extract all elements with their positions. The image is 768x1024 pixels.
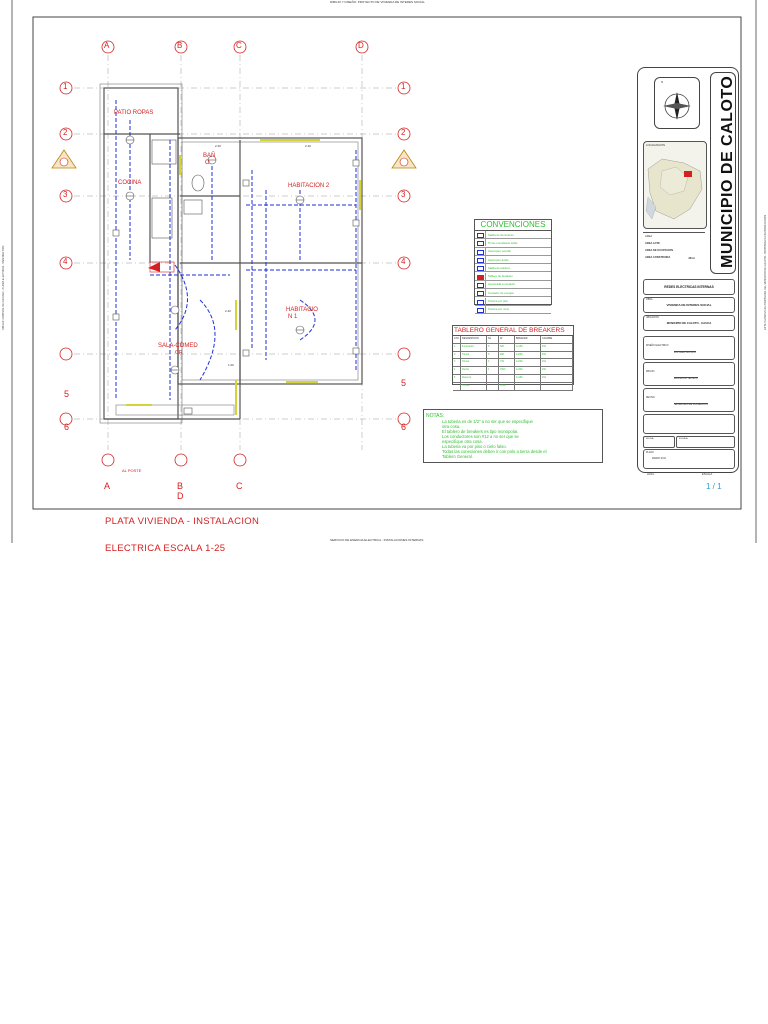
tablero-cell <box>487 375 499 382</box>
title-block <box>637 67 739 473</box>
tablero-row <box>453 344 573 352</box>
tablero-cell: 5 <box>453 375 461 382</box>
compass-icon <box>655 78 699 128</box>
revision-box <box>643 388 735 412</box>
tablero-header-cell: CTO <box>453 336 461 343</box>
tablero-cell <box>541 383 573 390</box>
convencion-symbol-icon <box>475 306 486 313</box>
room-label-bano: BAÑ <box>203 153 216 159</box>
row-label-6-right: 6 <box>401 422 407 432</box>
row-label-3-left: 3 <box>63 190 68 199</box>
row-label-3-right: 3 <box>401 190 406 199</box>
top-caption: DIBUJO Y DISEÑO: PROYECTO DE VIVIENDA DE INTERES SOCIAL <box>330 0 425 4</box>
tablero-cell: 1x15A <box>515 375 541 382</box>
convencion-symbol-icon <box>475 298 486 305</box>
convencion-row <box>475 264 551 272</box>
tablero-header-cell: No <box>487 336 499 343</box>
tablero-cell: 1x30A <box>515 367 541 374</box>
tablero-cell: #10 <box>541 367 573 374</box>
tablero-header-cell: DESCRIPCION <box>461 336 487 343</box>
area-lote-label: AREA LOTE <box>645 242 660 245</box>
axis-label-a-bottom: A <box>104 481 111 491</box>
tablero-cell: 720 <box>499 359 515 366</box>
room-label-bano-2: O <box>205 160 210 166</box>
fecha-value: MARZO 2011 <box>652 458 666 460</box>
bottom-caption: SERVICIO DE ENERGIA ELECTRICA - INSTALACIONES INTERNAS <box>330 538 424 542</box>
obra-box <box>643 297 735 313</box>
svg-text:2.40: 2.40 <box>305 144 311 148</box>
tablero-cell: TOTAL <box>461 383 487 390</box>
hoja-label: HOJA <box>647 473 654 476</box>
area-section <box>643 232 705 275</box>
tablero-cell <box>453 383 461 390</box>
tablero-cell <box>515 383 541 390</box>
convencion-label: Tablero de breakers <box>488 274 513 279</box>
row-label-1-right: 1 <box>401 82 406 91</box>
room-label-sala-2: OR <box>175 350 183 356</box>
localizacion-label: LOCALIZACION <box>646 144 666 147</box>
tablero-cell: #12 <box>541 359 573 366</box>
convencion-row <box>475 256 551 264</box>
tablero-cell: Iluminacion <box>461 344 487 351</box>
stove-fixture <box>152 198 172 238</box>
convencion-symbol-icon <box>475 273 486 280</box>
tablero-table <box>452 325 574 385</box>
tablero-header-cell: W <box>499 336 515 343</box>
convencion-row <box>475 297 551 305</box>
convencion-label: Salida de iluminacion <box>488 232 515 237</box>
convenciones-legend <box>474 219 552 312</box>
tablero-cell: Ducha <box>461 367 487 374</box>
room-label-cocina: COCINA <box>118 180 142 186</box>
sink-fixture <box>152 140 176 164</box>
ubicacion-name: MUNICIPIO DE CALOTO - CAUCA <box>666 321 712 325</box>
axis-label-b-top: B <box>177 41 183 50</box>
axis-label-d-bottom: D <box>177 491 184 501</box>
escala-bottom-label: ESCALA <box>702 473 713 476</box>
convencion-row <box>475 231 551 239</box>
tablero-cell: 1x20A <box>515 352 541 359</box>
area-label: AREA <box>645 235 653 238</box>
plano-label: PLANO <box>646 452 654 454</box>
convencion-symbol-icon <box>475 239 486 246</box>
tablero-row <box>453 375 573 383</box>
row-label-4-right: 4 <box>401 257 406 266</box>
tablero-cell: 4 <box>487 359 499 366</box>
row-label-2-right: 2 <box>401 128 406 137</box>
diseno-label: DISEÑO ELECTRICO <box>646 345 669 347</box>
fecha-box <box>643 436 675 448</box>
revision-value: SECRETARIA DE PLANEACION <box>674 404 708 406</box>
right-margin-note: ESTE PLANO ES DE PROPIEDAD DEL MUNICIPIO DE CALOTO - PROHIBIDA SU REPRODUCCION <box>764 214 767 330</box>
toilet-fixture <box>192 175 204 191</box>
fecha-label: FECHA <box>646 438 654 440</box>
convencion-label: Acometida a contador <box>488 282 516 287</box>
region-map <box>644 149 706 229</box>
escala-box <box>676 436 735 448</box>
tablero-cell: 600 <box>499 344 515 351</box>
tablero-cell: 1 <box>453 344 461 351</box>
room-label-patio: PATIO ROPAS <box>114 110 154 116</box>
tablero-cell: 4 <box>453 367 461 374</box>
plano-box <box>643 449 735 469</box>
svg-text:2.30: 2.30 <box>215 144 221 148</box>
convencion-symbol-icon <box>475 281 486 288</box>
tablero-row <box>453 359 573 367</box>
section-marker-right <box>392 150 416 168</box>
convencion-symbol-icon <box>475 264 486 271</box>
al-poste-label: AL POSTE <box>122 468 142 473</box>
location-map-box <box>643 141 707 229</box>
tablero-cell: Tomas <box>461 352 487 359</box>
convenciones-title: CONVENCIONES <box>475 220 551 231</box>
tablero-cell: Tomas <box>461 359 487 366</box>
row-label-5-left: 5 <box>64 389 70 399</box>
tablero-row <box>453 367 573 375</box>
ubicacion-label: UBICACION <box>646 317 659 319</box>
proyecto-name: REDES ELECTRICAS INTERNAS <box>664 285 714 289</box>
axis-label-c-top: C <box>236 41 242 50</box>
notas-title: NOTAS: <box>426 413 445 419</box>
nota-line: La tuberia es de 1/2" a no ser que se especifique <box>442 419 533 424</box>
nota-line: especifique otra cosa. <box>442 439 483 444</box>
ubicacion-box <box>643 315 735 331</box>
plate-title-line1: PLATA VIVIENDA - INSTALACION <box>105 516 260 527</box>
convencion-row <box>475 306 551 314</box>
tablero-cell: 900 <box>499 352 515 359</box>
revision-label: REVISO <box>646 397 655 399</box>
convencion-label: Contador de energia <box>488 290 514 295</box>
tablero-cell: 3720 <box>499 383 515 390</box>
convencion-symbol-icon <box>475 231 486 238</box>
proyecto-box <box>643 279 735 295</box>
municipio-title: MUNICIPIO DE CALOTO <box>719 75 736 268</box>
tablero-row <box>453 352 573 360</box>
axis-label-d-top: D <box>358 41 364 50</box>
row-label-5-right: 5 <box>401 378 407 388</box>
convencion-label: Toma monofasica doble <box>488 240 518 245</box>
svg-text:1.00: 1.00 <box>228 363 234 367</box>
tablero-cell: 1x20A <box>515 359 541 366</box>
tablero-cell: #12 <box>541 375 573 382</box>
nota-line: Los conductores son #12 a no ser que se <box>442 434 519 439</box>
convenciones-list <box>475 231 551 314</box>
axis-bubbles-top <box>102 41 368 53</box>
room-label-habitacion-1b: N 1 <box>288 314 298 320</box>
area-construida-value: 48 m <box>688 256 695 260</box>
convencion-row <box>475 289 551 297</box>
axis-bubbles-bottom <box>102 454 246 466</box>
area-construida-label: AREA CONSTRUIDA <box>645 256 671 259</box>
obra-label: OBRA <box>646 299 653 301</box>
sheet-number: 1 / 1 <box>706 482 722 491</box>
tablero-header-cell: BREAKER <box>515 336 541 343</box>
dibujo-value: DIBUJANTE TECNICO <box>674 378 698 380</box>
obra-name: VIVIENDA DE INTERES SOCIAL <box>666 303 712 307</box>
convencion-label: Salida de telefono <box>488 265 511 270</box>
tablero-cell: 1x15A <box>515 344 541 351</box>
tablero-row <box>453 383 573 391</box>
axis-label-b-bottom: B <box>177 481 184 491</box>
axis-label-c-bottom: C <box>236 481 243 491</box>
nota-line: otra cosa. <box>442 424 461 429</box>
row-label-6-left: 6 <box>64 422 70 432</box>
tablero-cell: Reserva <box>461 375 487 382</box>
tablero-grid <box>453 336 573 391</box>
room-label-sala: SALA-COMED <box>158 343 198 349</box>
blank-box <box>643 414 735 434</box>
convencion-row <box>475 272 551 280</box>
convencion-row <box>475 239 551 247</box>
convencion-symbol-icon <box>475 289 486 296</box>
nota-line: La tuberia va por piso o cielo falso. <box>442 444 507 449</box>
left-margin-note: DIBUJO: CONTROL DE CALIDAD - PLANO ELECTRICO - VIVIENDA TIPO <box>2 245 5 330</box>
row-label-4-left: 4 <box>63 257 68 266</box>
convencion-symbol-icon <box>475 248 486 255</box>
convencion-row <box>475 281 551 289</box>
convencion-symbol-icon <box>475 256 486 263</box>
tablero-cell: 6 <box>487 344 499 351</box>
room-label-habitacion-1: HABITACIO <box>286 307 318 313</box>
tablero-cell: 1500 <box>499 367 515 374</box>
convencion-label: Tuberia por muro <box>488 307 510 312</box>
area-ocupacion-label: AREA DE OCUPACION <box>645 249 673 252</box>
tablero-header-row <box>453 336 573 344</box>
notas-list <box>424 419 602 459</box>
convencion-row <box>475 248 551 256</box>
tablero-title: TABLERO GENERAL DE BREAKERS <box>453 326 573 336</box>
dibujo-box <box>643 362 735 386</box>
plate-title-line2: ELECTRICA ESCALA 1-25 <box>105 543 226 554</box>
tablero-cell: 2 <box>453 352 461 359</box>
dibujo-label: DIBUJO <box>646 371 655 373</box>
tablero-cell: 3 <box>453 359 461 366</box>
tablero-header-cell: CALIBRE <box>541 336 573 343</box>
svg-text:2.40: 2.40 <box>225 309 231 313</box>
convencion-label: Interruptor sencillo <box>488 249 512 254</box>
row-label-1-left: 1 <box>63 82 68 91</box>
nota-line: Todas las conexiones deben ir con polo a tierra desde el <box>442 449 547 454</box>
tablero-cell <box>499 375 515 382</box>
nota-line: Tablero General. <box>442 454 473 459</box>
room-label-habitacion-2: HABITACION 2 <box>288 183 330 189</box>
nota-line: El tablero de breakers es tipo monopolar. <box>442 429 519 434</box>
convencion-label: Tuberia por piso <box>488 299 509 304</box>
diseno-box <box>643 336 735 360</box>
notas-box <box>423 409 603 463</box>
tablero-cell: 5 <box>487 352 499 359</box>
axis-label-a-top: A <box>104 41 110 50</box>
tablero-cell: #12 <box>541 352 573 359</box>
north-arrow-box <box>654 77 700 129</box>
north-label: N <box>661 80 664 84</box>
escala-label: ESCALA <box>679 438 688 440</box>
tablero-cell: 1 <box>487 367 499 374</box>
tablero-cell: #12 <box>541 344 573 351</box>
section-marker-left <box>52 150 76 168</box>
tablero-cell <box>487 383 499 390</box>
row-label-2-left: 2 <box>63 128 68 137</box>
diseno-value: ING. ELECTRICISTA <box>674 352 696 354</box>
convencion-label: Interruptor doble <box>488 257 509 262</box>
